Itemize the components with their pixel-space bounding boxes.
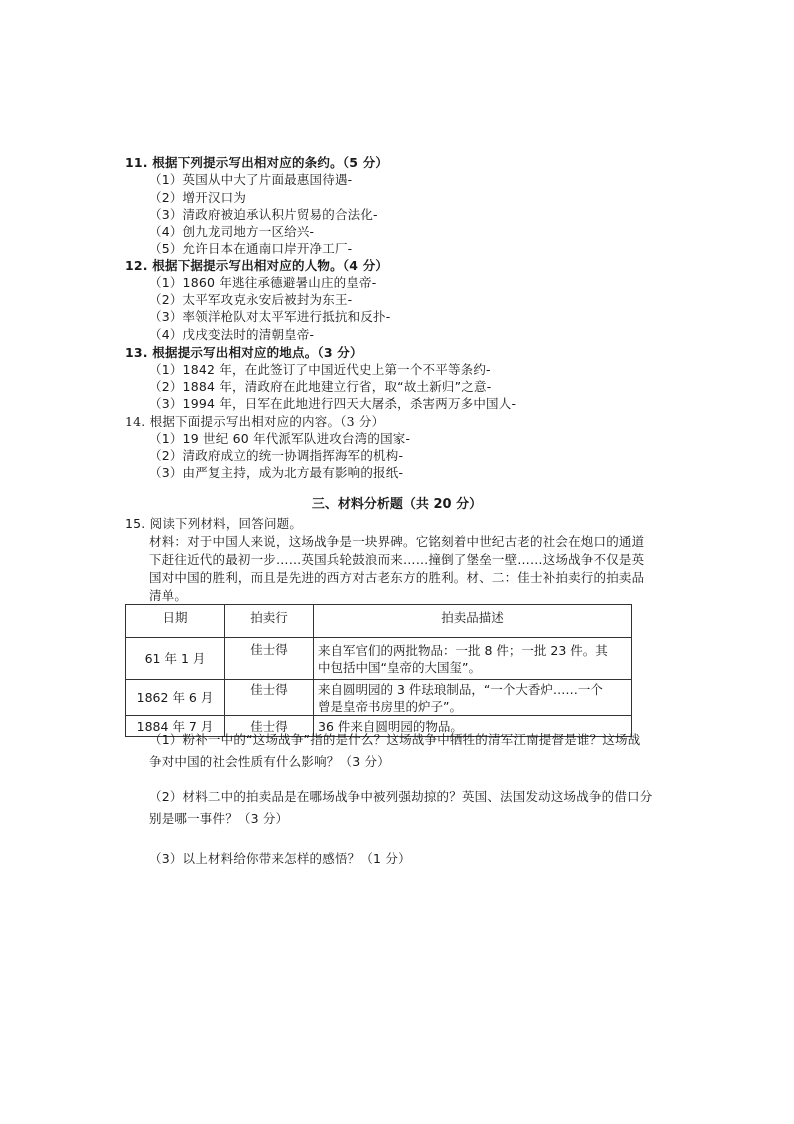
header-auction-house: 拍卖行: [225, 605, 314, 638]
q11-title: 11. 根据下列提示写出相对应的条约。（5 分）: [125, 155, 389, 170]
q15-material-line-2: 下赶往近代的最初一步……英国兵轮鼓浪而来……撞倒了堡垒一壁……这场战争不仅是英: [149, 552, 645, 567]
q12-title: 12. 根据下据提示写出相对应的人物。（4 分）: [125, 258, 389, 273]
desc-line: 曾是皇帝书房里的炉子”。: [318, 698, 462, 714]
table-row: [126, 638, 632, 680]
q13-title: 13. 根据提示写出相对应的地点。（3 分）: [125, 345, 363, 360]
q14-item-1: （1）19 世纪 60 年代派军队进攻台湾的国家-: [149, 431, 411, 446]
q15-intro: 15. 阅读下列材料，回答问题。: [125, 516, 303, 531]
q13-item-1: （1）1842 年，在此签订了中国近代史上第一个不平等条约-: [149, 362, 491, 377]
q11-item-5: （5）允许日本在通南口岸开净工厂-: [149, 241, 353, 256]
row-description: [314, 638, 632, 680]
q14-item-2: （2）清政府成立的统一协调指挥海军的机构-: [149, 448, 404, 463]
q15-sub3: （3）以上材料给你带来怎样的感悟？（1 分）: [149, 851, 411, 866]
auction-table: [125, 604, 632, 737]
q14-item-3: （3）由严复主持，成为北方最有影响的报纸-: [149, 465, 404, 480]
desc-line: 中包括中国“皇帝的大国玺”。: [318, 659, 481, 675]
q15-sub2: [149, 786, 652, 830]
q11-item-1: （1）英国从中大了片面最惠国待遇-: [149, 172, 353, 187]
row-auction-house: 佳士得: [225, 716, 314, 737]
q12-item-2: （2）太平军攻克永安后被封为东王-: [149, 292, 353, 307]
desc-line: 来自军官们的两批物品：一批 8 件；一批 23 件。其: [318, 642, 608, 658]
q12-item-1: （1）1860 年逃往承德避暑山庄的皇帝-: [149, 275, 377, 290]
q15-material-line-1: 材料：对于中国人来说，这场战争是一块界碑。它铭刻着中世纪古老的社会在炮口的通道: [149, 534, 645, 549]
row-auction-house: 佳士得: [225, 680, 314, 716]
q15-sub1: [149, 729, 640, 773]
row-date: 1884 年 7 月: [126, 716, 225, 737]
header-date: 日期: [126, 605, 225, 638]
q13-item-2: （2）1884 年，清政府在此地建立行省，取“故土新归”之意-: [149, 379, 492, 394]
q11-item-3: （3）清政府被迫承认积片贸易的合法化-: [149, 207, 378, 222]
desc-line: 36 件来自圆明园的物品。: [318, 718, 463, 734]
q14-title: 14. 根据下面提示写出相对应的内容。（3 分）: [125, 414, 385, 429]
q15-sub2-line-2: 别是哪一事件？（3 分）: [149, 811, 289, 826]
header-description: 拍卖品描述: [314, 605, 632, 638]
table-row: [126, 680, 632, 716]
table-header-row: [126, 605, 632, 638]
q12-item-4: （4）戊戌变法时的清朝皇帝-: [149, 327, 315, 342]
q15-material-line-4: 清单。: [149, 588, 188, 603]
desc-line: 来自圆明园的 3 件珐琅制品，“一个大香炉……一个: [318, 681, 603, 697]
q11-item-4: （4）创九龙司地方一区给兴-: [149, 224, 315, 239]
q12-item-3: （3）率领洋枪队对太平军进行抵抗和反扑-: [149, 309, 391, 324]
q15-material-line-3: 国对中国的胜利，而且是先进的西方对古老东方的胜利。材、二：佳士补拍卖行的拍卖品: [149, 570, 645, 585]
q11-item-2: （2）增开汉口为: [149, 190, 247, 205]
row-auction-house: 佳士得: [225, 638, 314, 680]
q13-item-3: （3）1994 年，日军在此地进行四天大屠杀，杀害两万多中国人-: [149, 396, 517, 411]
q15-sub2-line-1: （2）材料二中的拍卖品是在哪场战争中被列强劫掠的？英国、法国发动这场战争的借口分: [149, 789, 653, 804]
section-3-title: 三、材料分析题（共 20 分）: [311, 497, 483, 512]
row-date: 61 年 1 月: [126, 638, 225, 680]
row-description: [314, 680, 632, 716]
q15-sub1-line-1: （1）粉补一中的“这场战争”指的是什么？这场战争中牺牲的清军江南提督是谁？这场战: [149, 732, 641, 747]
q15-sub1-line-2: 争对中国的社会性质有什么影响？（3 分）: [149, 754, 390, 769]
row-date: 1862 年 6 月: [126, 680, 225, 716]
